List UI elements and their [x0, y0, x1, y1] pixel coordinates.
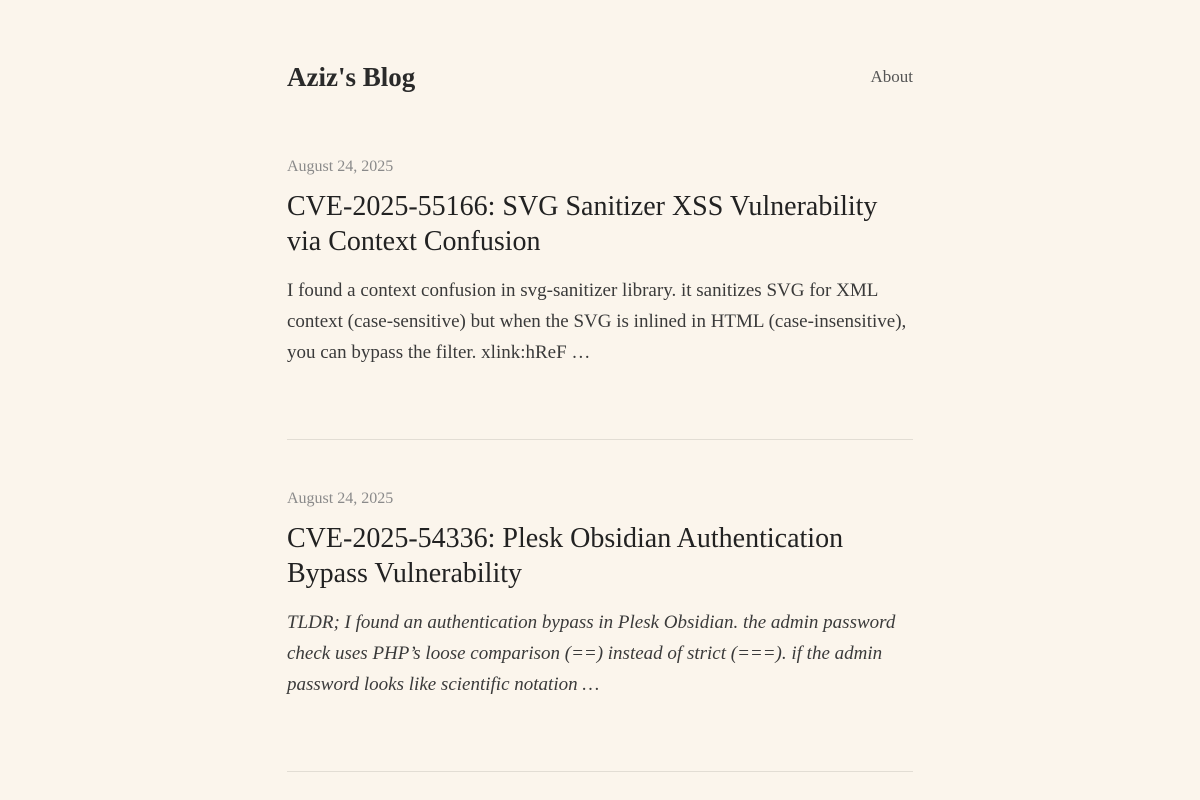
post-date: August 24, 2025 — [287, 158, 394, 175]
post-excerpt: I found a context confusion in svg-sanitizer library. it sanitizes SVG for XML context (case-sensitive) but when the SVG is inlined in HTML (case-insensitive), you can bypass the filter. xlink:hReF … — [287, 280, 907, 363]
post-divider — [287, 439, 913, 440]
nav-about-link[interactable]: About — [870, 67, 913, 86]
site-title-link[interactable]: Aziz's Blog — [287, 61, 416, 92]
post-title-link[interactable]: CVE-2025-54336: Plesk Obsidian Authentication Bypass Vulnerability — [287, 523, 844, 589]
post-item — [287, 489, 913, 700]
post-item — [287, 157, 913, 368]
post-divider — [287, 771, 913, 772]
post-date: August 24, 2025 — [287, 490, 394, 507]
site-header — [287, 56, 913, 98]
post-title-link[interactable]: CVE-2025-55166: SVG Sanitizer XSS Vulnerability via Context Confusion — [287, 191, 878, 257]
page — [287, 0, 913, 772]
post-excerpt: TLDR; I found an authentication bypass in Plesk Obsidian. the admin password check uses PHP’s loose comparison (==) instead of strict (===). if the admin password looks like scientific notation … — [287, 612, 896, 695]
